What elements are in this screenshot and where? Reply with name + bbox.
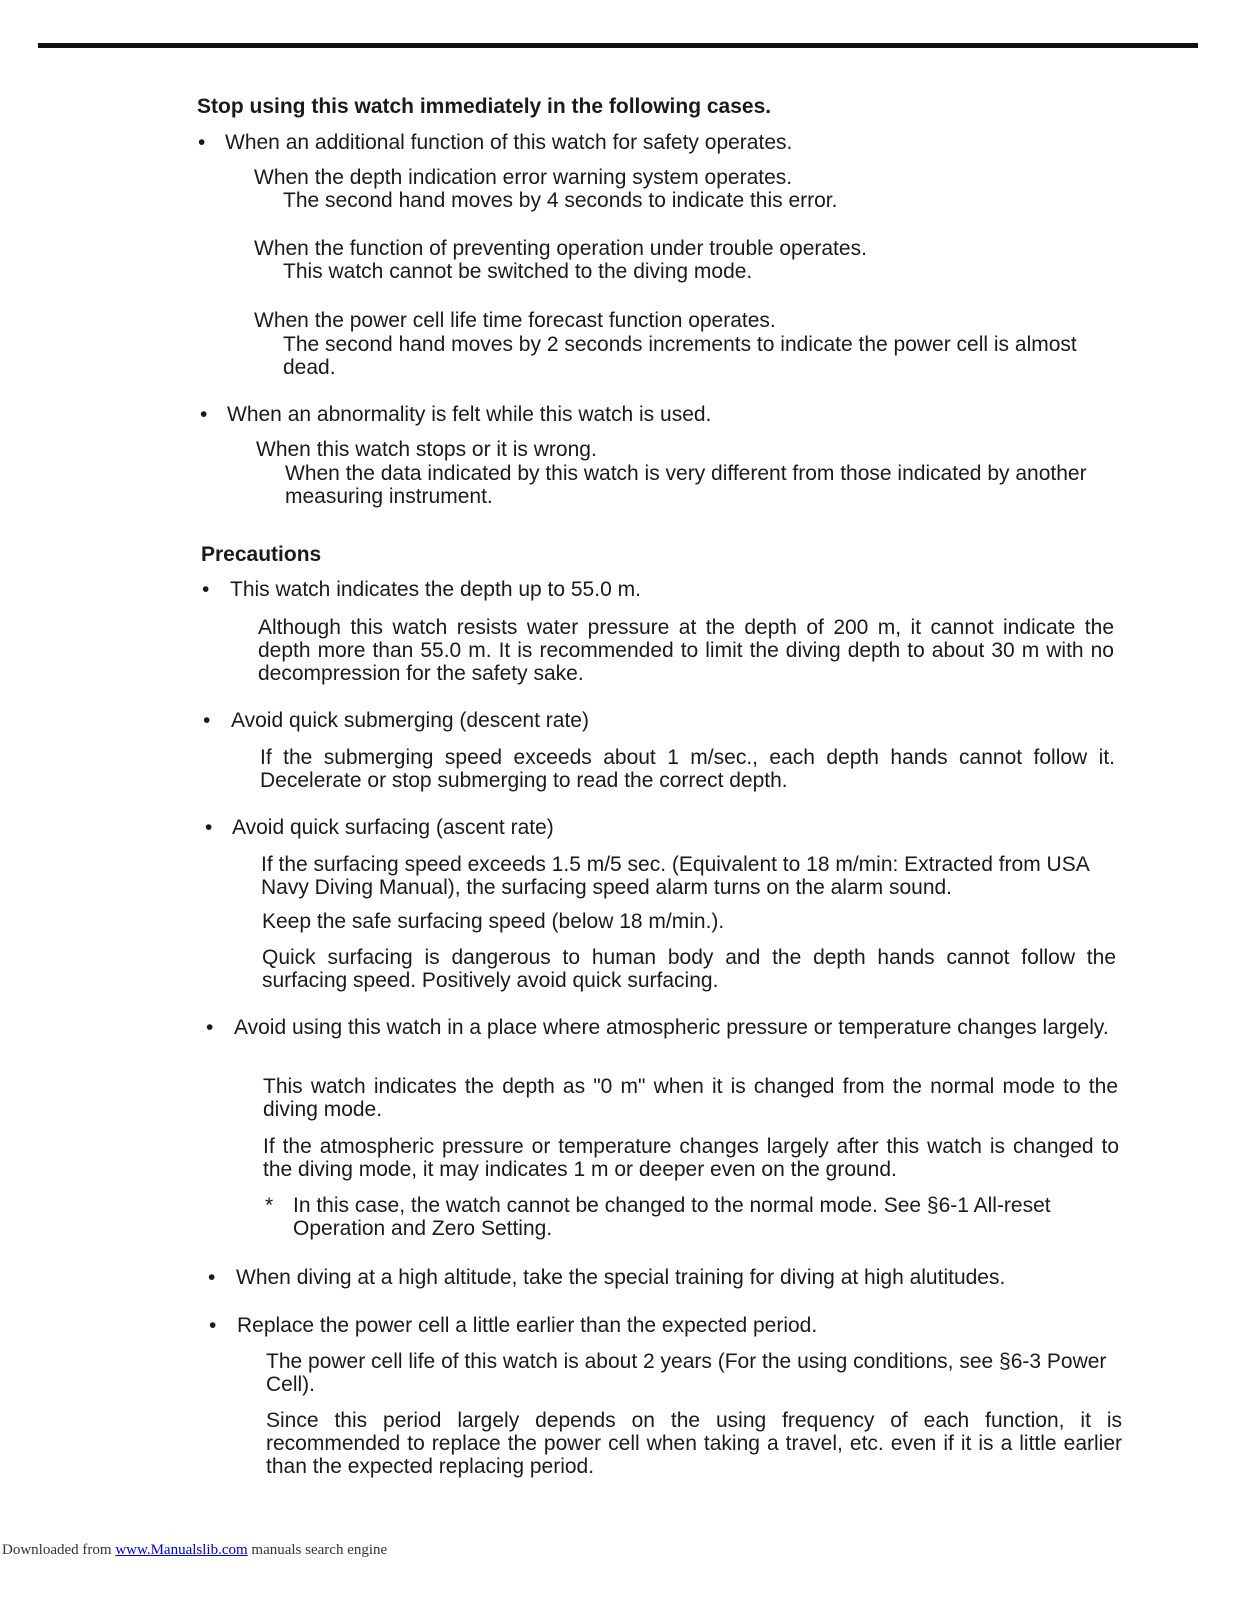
bullet-dot: •	[206, 1016, 214, 1039]
trouble-prevention-title: When the function of preventing operation under trouble operates.	[254, 237, 867, 260]
atmospheric-text-2: If the atmospheric pressure or temperature changes largely after this watch is changed to the diving mode, it may indicates 1 m or deeper even on the ground.	[263, 1135, 1119, 1181]
power-cell-replace-text: Since this period largely depends on the using frequency of each function, it is recommended to replace the power cell when taking a travel, etc. even if it is a little earlier than the expected replacing period.	[266, 1409, 1122, 1478]
bullet-depth-limit: This watch indicates the depth up to 55.0 m.	[230, 578, 641, 601]
top-rule	[38, 43, 1198, 48]
bullet-replace-power-cell: Replace the power cell a little earlier than the expected period.	[237, 1314, 818, 1337]
note-asterisk: *	[265, 1194, 274, 1217]
bullet-dot: •	[209, 1314, 217, 1337]
depth-error-warning-text: The second hand moves by 4 seconds to indicate this error.	[283, 189, 838, 212]
power-cell-life-text: The power cell life of this watch is about 2 years (For the using conditions, see §6-3 Power Cell).	[266, 1350, 1107, 1396]
download-footer	[2, 1542, 387, 1559]
bullet-atmospheric-pressure: Avoid using this watch in a place where atmospheric pressure or temperature changes largely.	[234, 1016, 1109, 1039]
ascent-rate-text-2: Keep the safe surfacing speed (below 18 m/min.).	[262, 910, 725, 933]
bullet-descent-rate: Avoid quick submerging (descent rate)	[231, 709, 589, 732]
bullet-dot: •	[198, 131, 206, 154]
bullet-safety-function: When an additional function of this watch for safety operates.	[225, 131, 793, 154]
watch-stops-text: When the data indicated by this watch is very different from those indicated by another measuring instrument.	[285, 462, 1087, 508]
trouble-prevention-text: This watch cannot be switched to the diving mode.	[283, 260, 753, 283]
bullet-dot: •	[208, 1266, 216, 1289]
bullet-dot: •	[203, 709, 211, 732]
depth-error-warning-title: When the depth indication error warning system operates.	[254, 166, 793, 189]
descent-rate-text: If the submerging speed exceeds about 1 m/sec., each depth hands cannot follow it. Decelerate or stop submerging to read the correct depth.	[260, 746, 1115, 792]
ascent-rate-text-1: If the surfacing speed exceeds 1.5 m/5 sec. (Equivalent to 18 m/min: Extracted from USA Navy Diving Manual), the surfacing speed alarm turns on the alarm sound.	[261, 853, 1089, 899]
section-heading-stop-using: Stop using this watch immediately in the following cases.	[197, 95, 772, 118]
bullet-high-altitude: When diving at a high altitude, take the special training for diving at high alutitudes.	[236, 1266, 1006, 1289]
bullet-dot: •	[202, 578, 210, 601]
all-reset-note: In this case, the watch cannot be changed to the normal mode. See §6-1 All-reset Operation and Zero Setting.	[293, 1194, 1051, 1240]
manualslib-link[interactable]: www.Manualslib.com	[115, 1542, 248, 1558]
ascent-rate-text-3: Quick surfacing is dangerous to human body and the depth hands cannot follow the surfacing speed. Positively avoid quick surfacing.	[262, 946, 1116, 992]
watch-stops-title: When this watch stops or it is wrong.	[256, 438, 597, 461]
bullet-dot: •	[205, 816, 213, 839]
power-cell-forecast-text: The second hand moves by 2 seconds increments to indicate the power cell is almost dead.	[283, 333, 1077, 379]
bullet-abnormality: When an abnormality is felt while this watch is used.	[227, 403, 712, 426]
footer-suffix: manuals search engine	[247, 1542, 388, 1558]
bullet-dot: •	[200, 403, 208, 426]
depth-limit-text: Although this watch resists water pressure at the depth of 200 m, it cannot indicate the depth more than 55.0 m. It is recommended to limit the diving depth to about 30 m with no decompression for the safety sake.	[258, 616, 1114, 685]
section-heading-precautions: Precautions	[201, 543, 322, 566]
power-cell-forecast-title: When the power cell life time forecast function operates.	[254, 309, 776, 332]
footer-prefix: Downloaded from	[2, 1542, 116, 1558]
atmospheric-text-1: This watch indicates the depth as "0 m" when it is changed from the normal mode to the diving mode.	[263, 1075, 1118, 1121]
bullet-ascent-rate: Avoid quick surfacing (ascent rate)	[232, 816, 554, 839]
